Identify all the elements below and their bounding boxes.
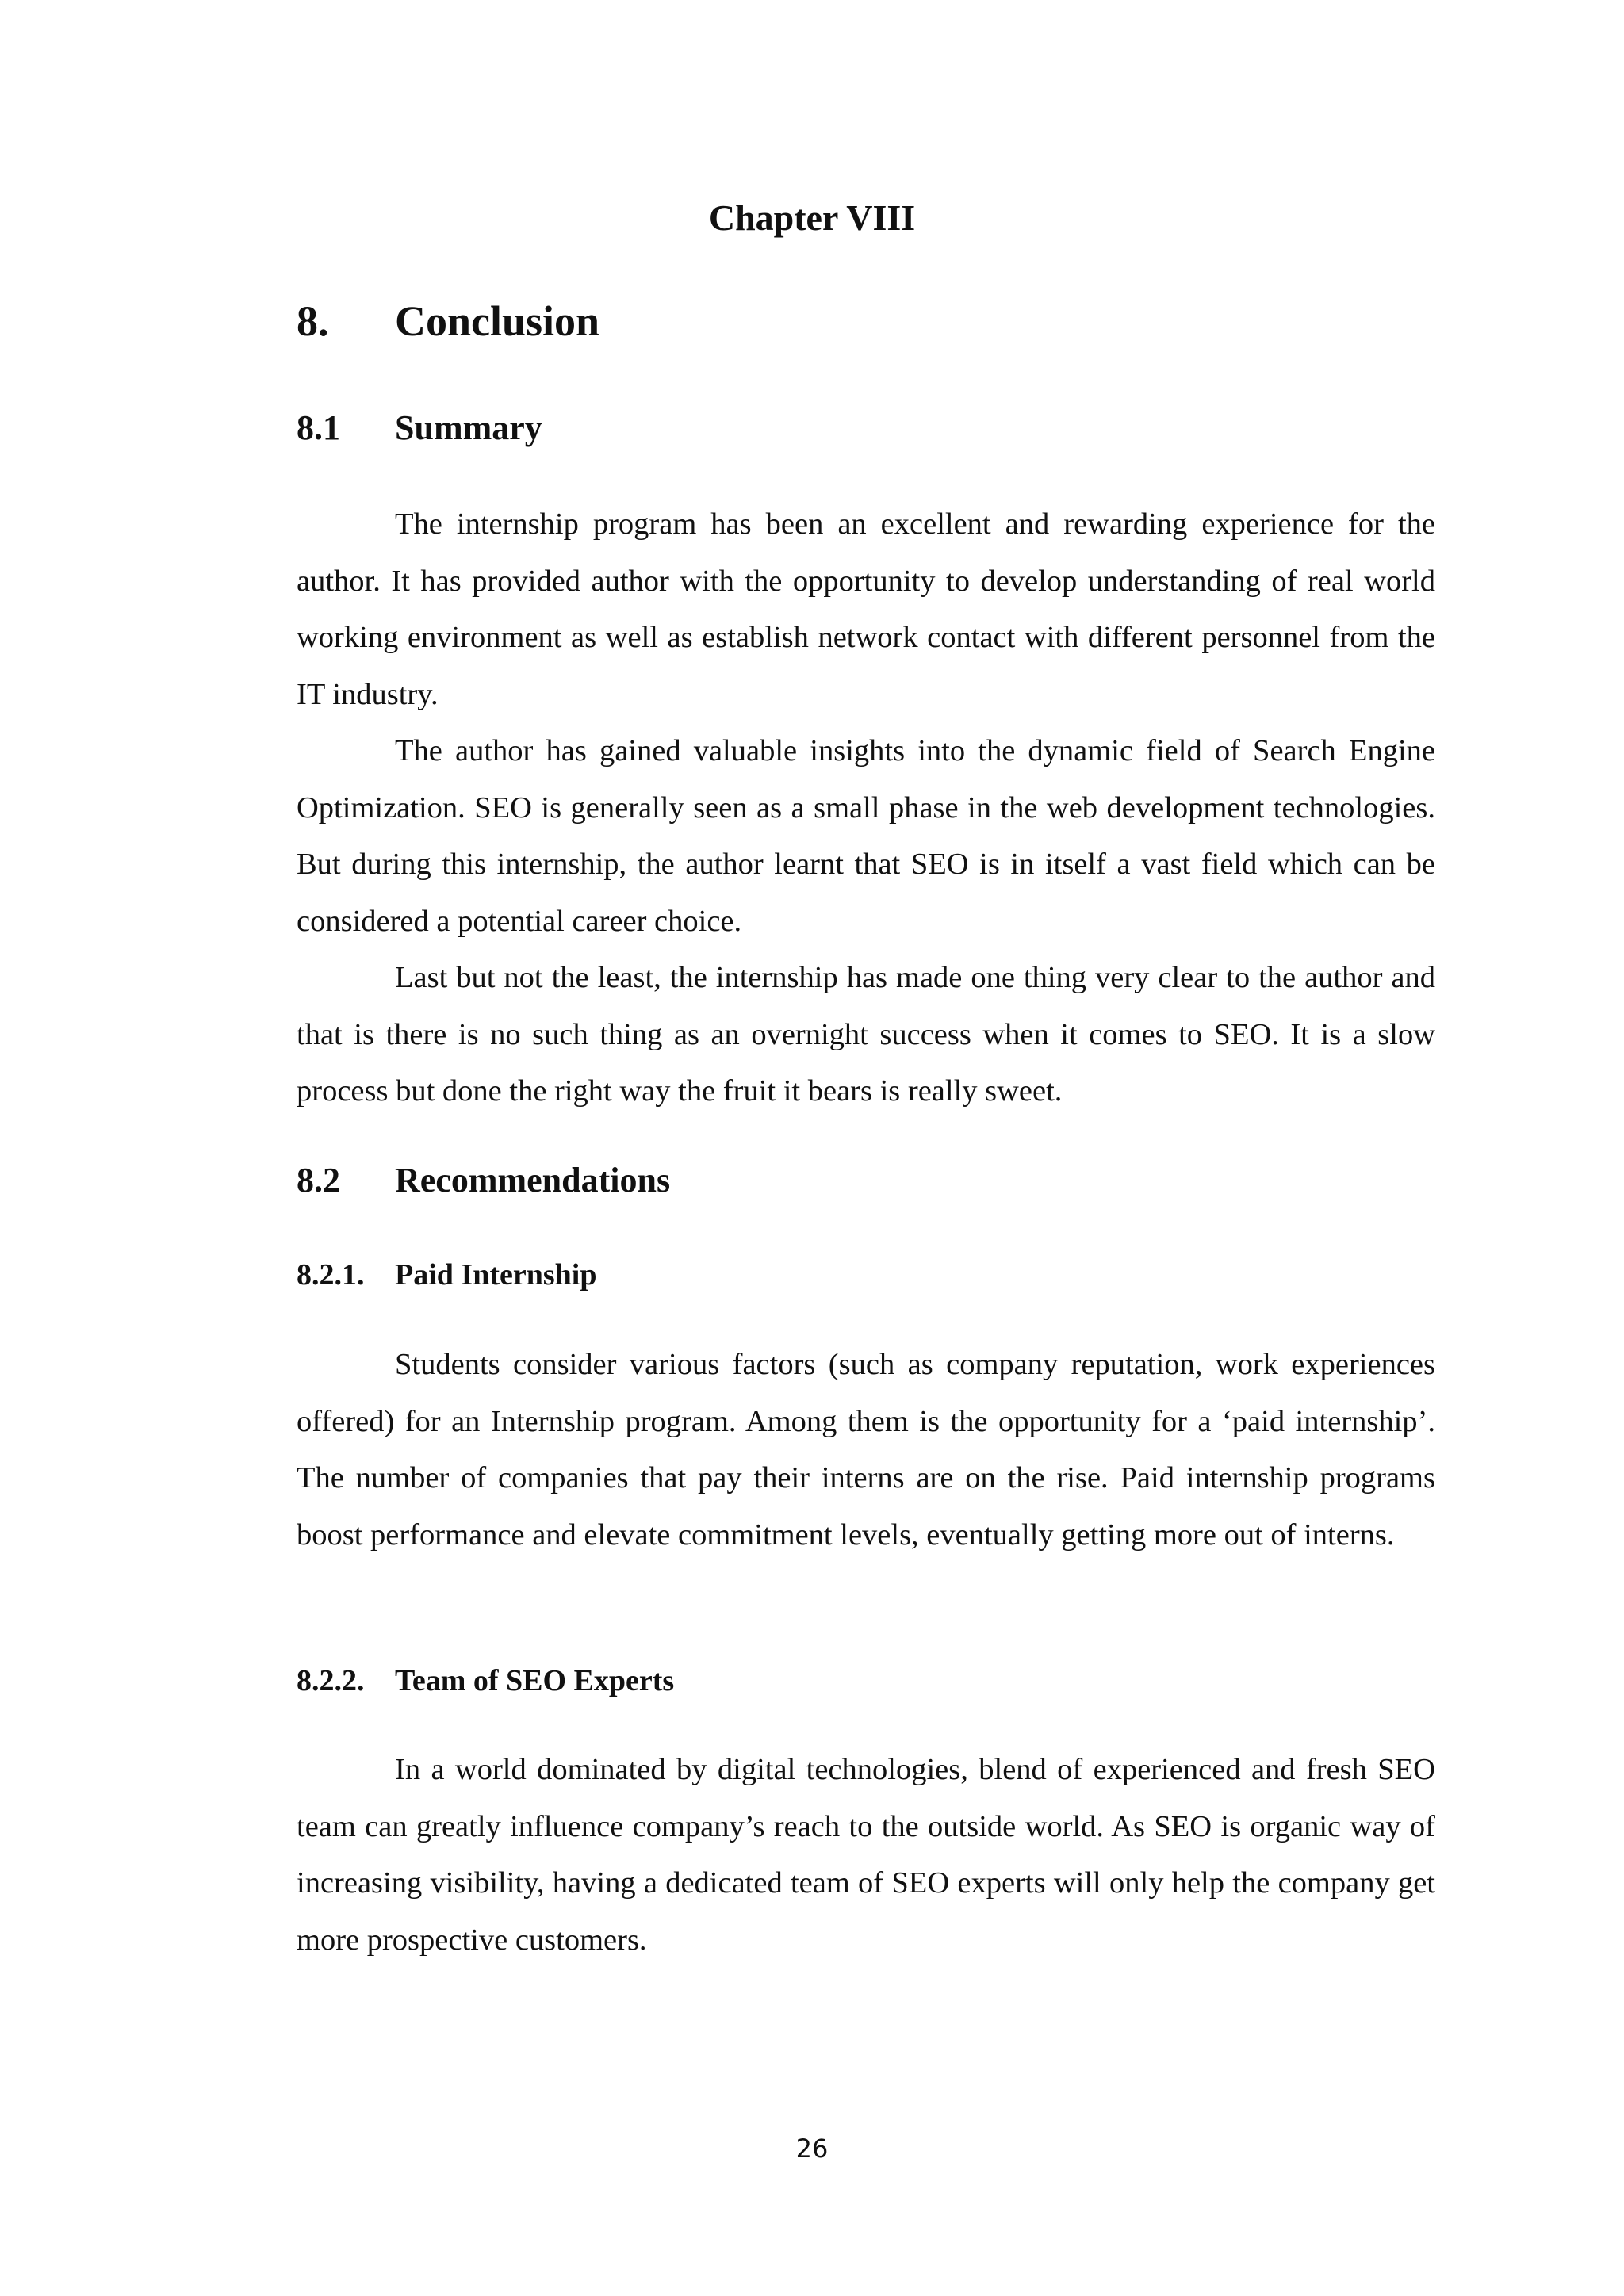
summary-paragraph-1: The internship program has been an excellent and rewarding experience for the author. It has provided author with the opportunity to develop understanding of real world working environment as well as establish network contact with different personnel from the IT industry. <box>297 507 1435 711</box>
subsection-heading-summary <box>297 405 542 451</box>
recommendation-title: Paid Internship <box>395 1258 597 1292</box>
recommendation-paragraph-paid-internship: Students consider various factors (such as company reputation, work experiences offered) for an Internship program. Among them is the opportunity for a ‘paid internship’. The number of companies that pay their interns are on the rise. Paid internship programs boost performance and elevate commitment levels, eventually getting more out of interns. <box>297 1348 1435 1552</box>
recommendation-number: 8.2.1. <box>297 1258 365 1292</box>
subsection-title: Recommendations <box>395 1161 671 1200</box>
recommendation-title: Team of SEO Experts <box>395 1664 675 1697</box>
subsection-heading-recommendations <box>297 1158 670 1203</box>
summary-paragraph-3: Last but not the least, the internship has made one thing very clear to the author and that is there is no such thing as an overnight success when it comes to SEO. It is a slow process but done the right way the fruit it bears is really sweet. <box>297 961 1435 1108</box>
subsection-title: Summary <box>395 408 542 447</box>
recommendation-heading-paid-internship <box>297 1255 596 1295</box>
section-title: Conclusion <box>395 297 600 345</box>
page-number: 26 <box>795 2133 829 2164</box>
section-heading-conclusion <box>297 293 599 349</box>
subsection-number: 8.2 <box>297 1161 340 1200</box>
section-number: 8. <box>297 297 329 345</box>
recommendation-number: 8.2.2. <box>297 1664 365 1697</box>
summary-paragraph-2: The author has gained valuable insights into the dynamic field of Search Engine Optimization. SEO is generally seen as a small phase in the web development technologies. But during this internship, the author learnt that SEO is in itself a vast field which can be considered a potential career choice. <box>297 734 1435 938</box>
recommendation-heading-seo-experts <box>297 1661 674 1701</box>
chapter-title: Chapter VIII <box>708 197 916 238</box>
recommendation-paragraph-seo-experts: In a world dominated by digital technologies, blend of experienced and fresh SEO team can greatly influence company’s reach to the outside world. As SEO is organic way of increasing visibility, having a dedicated team of SEO experts will only help the company get more prospective customers. <box>297 1753 1435 1957</box>
subsection-number: 8.1 <box>297 408 340 447</box>
